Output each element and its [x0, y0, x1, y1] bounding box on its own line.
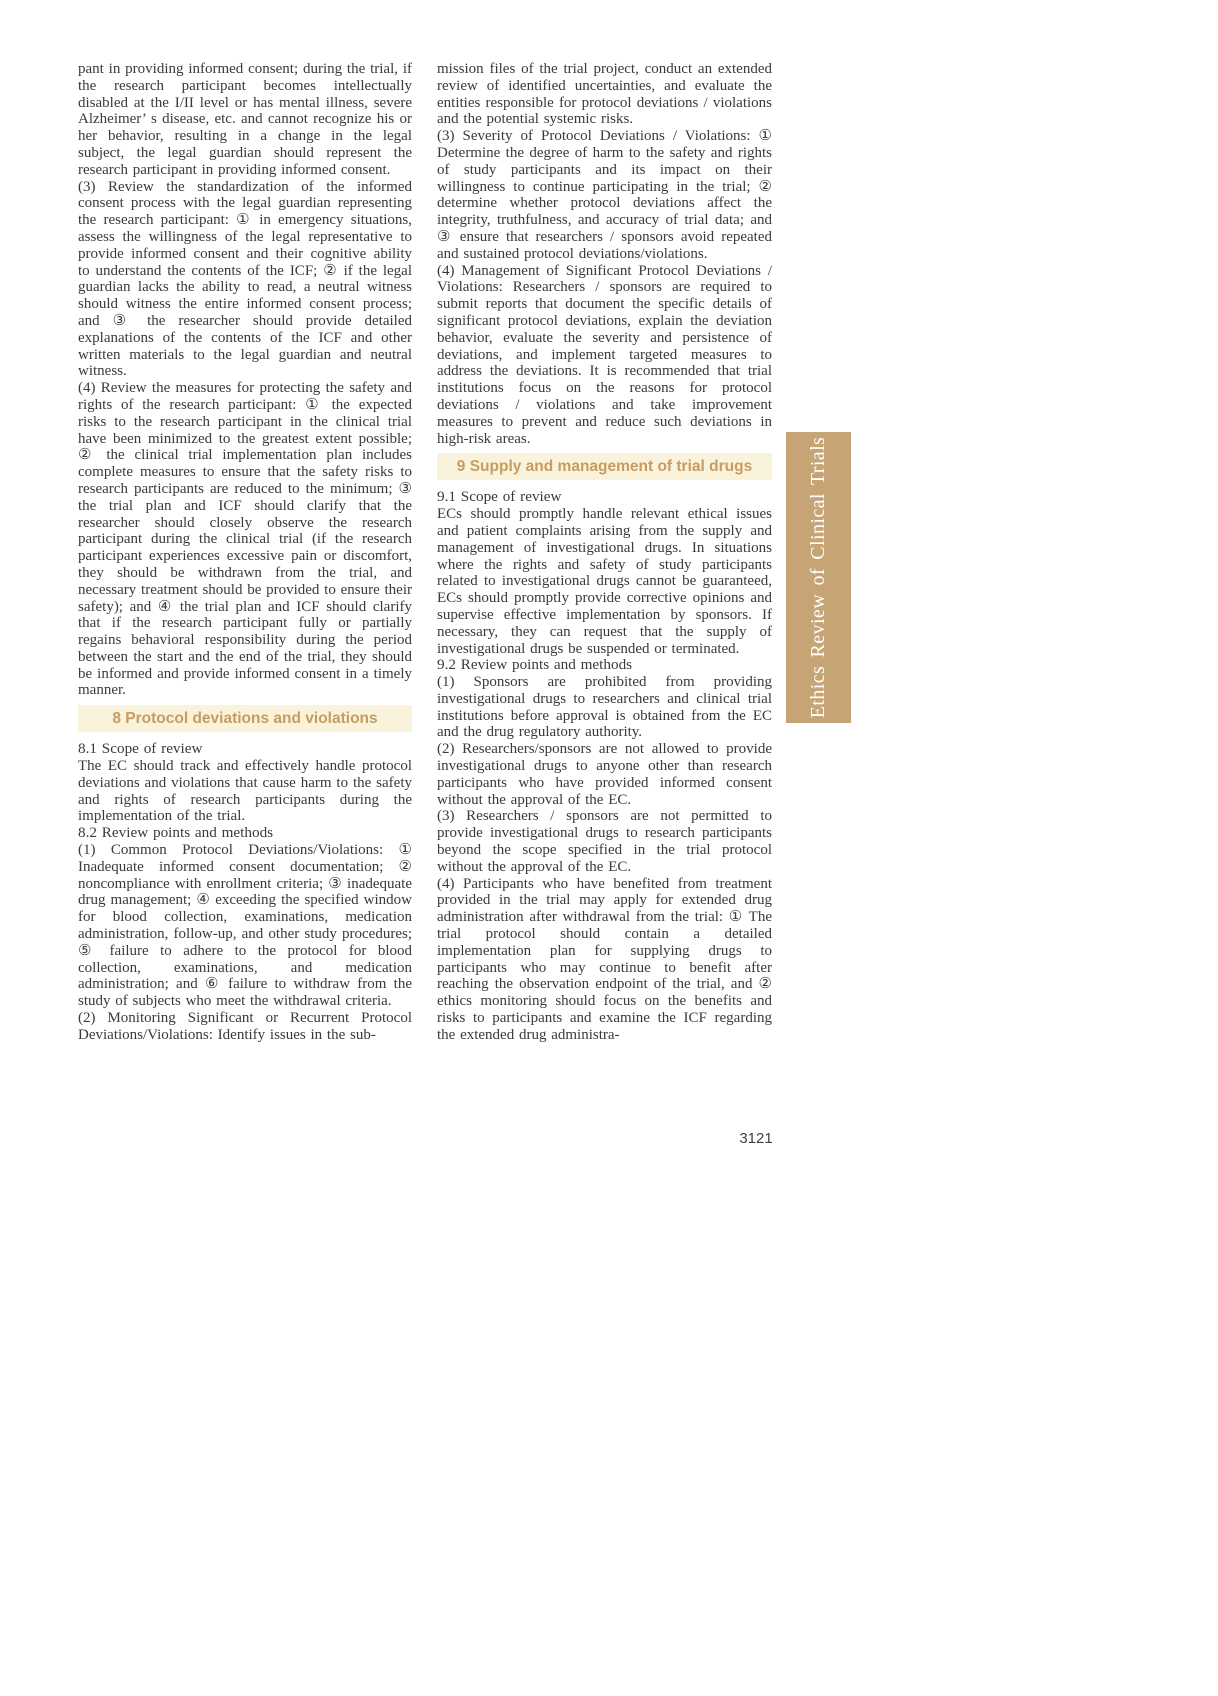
- subsection-heading-9-2: 9.2 Review points and methods: [437, 656, 633, 674]
- subsection-heading-9-1: 9.1 Scope of review: [437, 488, 562, 506]
- section-heading-9: 9 Supply and management of trial drugs: [437, 453, 772, 480]
- subsection-heading-8-1: 8.1 Scope of review: [78, 740, 203, 758]
- body-paragraph: mission files of the trial project, conduct an extended review of identified uncertainties, and evaluate the entities responsible for protocol deviations / violations and the potential systemic risks.: [437, 61, 772, 128]
- section-heading-8: 8 Protocol deviations and violations: [78, 705, 412, 732]
- body-paragraph: (4) Review the measures for protecting the safety and rights of the research participant: ① the expected risks to the research participant in the clinical trial have been minimized to the greatest extent possible; ② the clinical trial implementation plan includes complete measures to ensure that the safety risks to research participants are reduced to the minimum; ③ the trial plan and ICF should clarify that the researcher should closely observe the research participant during the clinical trial (if the research participant experiences excessive pain or discomfort, they should be withdrawn from the trial, and necessary treatment should be provided to ensure their safety); and ④ the trial plan and ICF should clarify that if the research participant fully or partially regains behavioral responsibility during the period between the start and the end of the trial, they should be informed and provide informed consent in a timely manner.: [78, 380, 412, 699]
- body-paragraph: (3) Severity of Protocol Deviations / Violations: ① Determine the degree of harm to the safety and rights of study participants and its impact on their willingness to continue participating in the trial; ② determine whether protocol deviations affect the integrity, truthfulness, and accuracy of trial data; and ③ ensure that researchers / sponsors avoid repeated and sustained protocol deviations/violations.: [437, 128, 772, 262]
- subsection-heading-8-2: 8.2 Review points and methods: [78, 824, 274, 842]
- chapter-margin-tab: [786, 432, 851, 723]
- body-paragraph: (1) Sponsors are prohibited from providing investigational drugs to researchers and clinical trial institutions before approval is obtained from the EC and the drug regulatory authority.: [437, 674, 772, 741]
- chapter-tab-label: Ethics Review of Clinical Trials: [807, 436, 829, 719]
- body-paragraph: (3) Researchers / sponsors are not permitted to provide investigational drugs to research participants beyond the scope specified in the trial protocol without the approval of the EC.: [437, 808, 772, 875]
- body-paragraph: (4) Participants who have benefited from treatment provided in the trial may apply for extended drug administration after withdrawal from the trial: ① The trial protocol should contain a detailed implementation plan for supplying drugs to participants who may continue to benefit after reaching the observation endpoint of the trial, and ② ethics monitoring should focus on the benefits and risks to participants and examine the ICF regarding the extended drug administra-: [437, 875, 772, 1043]
- right-column: [437, 61, 772, 1044]
- body-paragraph: The EC should track and effectively handle protocol deviations and violations that cause harm to the safety and rights of research participants during the implementation of the trial.: [78, 758, 412, 825]
- body-paragraph: (4) Management of Significant Protocol Deviations / Violations: Researchers / sponsors are required to submit reports that document the specific details of significant protocol deviations, explain the deviation behavior, evaluate the severity and persistence of deviations, and implement targeted measures to address the deviations. It is recommended that trial institutions focus on the reasons for protocol deviations / violations and take improvement measures to prevent and reduce such deviations in high-risk areas.: [437, 262, 772, 447]
- body-paragraph: (1) Common Protocol Deviations/Violations: ① Inadequate informed consent documentation; ② noncompliance with enrollment criteria; ③ inadequate drug management; ④ exceeding the specified window for blood collection, examinations, medication administration, follow-up, and other study procedures; ⑤ failure to adhere to the protocol for blood collection, examinations, and medication administration; and ⑥ failure to withdraw from the study of subjects who meet the withdrawal criteria.: [78, 842, 412, 1010]
- left-column: [78, 61, 412, 1044]
- body-paragraph: pant in providing informed consent; during the trial, if the research participant becomes intellectually disabled at the I/II level or has mental illness, severe Alzheimer’ s disease, etc. and cannot recognize his or her behavior, resulting in a change in the legal subject, the legal guardian should represent the research participant in providing informed consent.: [78, 61, 412, 178]
- body-paragraph: (2) Monitoring Significant or Recurrent Protocol Deviations/Violations: Identify issues in the sub-: [78, 1010, 412, 1043]
- page-number: 3121: [739, 1130, 773, 1147]
- body-paragraph: (2) Researchers/sponsors are not allowed to provide investigational drugs to anyone other than research participants who have provided informed consent without the approval of the EC.: [437, 741, 772, 808]
- body-paragraph: (3) Review the standardization of the informed consent process with the legal guardian representing the research participant: ① in emergency situations, assess the willingness of the legal representative to provide informed consent and their cognitive ability to understand the contents of the ICF; ② if the legal guardian lacks the ability to read, a neutral witness should witness the entire informed consent process; and ③ the researcher should provide detailed explanations of the contents of the ICF and other written materials to the legal guardian and neutral witness.: [78, 178, 412, 380]
- body-paragraph: ECs should promptly handle relevant ethical issues and patient complaints arising from the supply and management of investigational drugs. In situations where the rights and safety of study participants related to investigational drugs cannot be guaranteed, ECs should promptly provide corrective opinions and supervise effective implementation by sponsors. If necessary, they can request that the supply of investigational drugs be suspended or terminated.: [437, 506, 772, 657]
